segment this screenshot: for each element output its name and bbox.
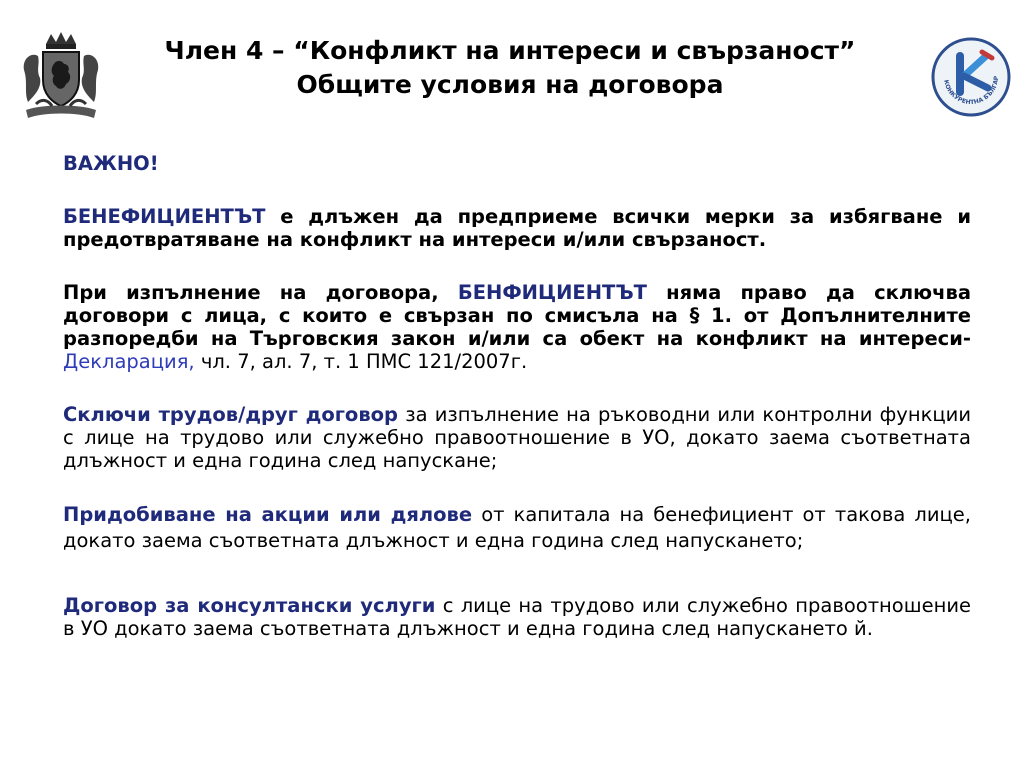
konkurentna-bulgaria-logo-icon <box>930 36 1012 118</box>
important-label: ВАЖНО! <box>63 152 159 175</box>
beneficiary-subject: БЕНЕФИЦИЕНТЪТ <box>63 205 266 228</box>
page-title <box>110 34 910 102</box>
labor-contract-heading: Сключи трудов/друг договор <box>63 403 399 426</box>
declaration-link[interactable]: Декларация, <box>63 350 195 373</box>
title-line-2: Общите условия на договора <box>296 70 724 99</box>
paragraph-labor-contract <box>63 403 971 472</box>
restriction-text: няма право да сключва договори с лица, с които е свързан по смисъла на § 1. от Допълнителните разпоредби на Търговския закон и/или са обект на конфликт на интереси- <box>63 281 972 350</box>
shares-heading: Придобиване на акции или дялове <box>63 503 473 526</box>
consulting-heading: Договор за консултански услуги <box>63 594 436 617</box>
paragraph-consulting <box>63 594 971 640</box>
labor-contract-text: за изпълнение на ръководни или контролни функции с лице на трудово или служебно правоотношение в УО, докато заема съответната длъжност и една година след напускане; <box>63 403 971 472</box>
restriction-subject: БЕНФИЦИЕНТЪТ <box>457 281 647 304</box>
shares-text: от капитала на бенефициент от такова лице, докато заема съответната длъжност и една година след напускането; <box>63 503 971 552</box>
restriction-intro: При изпълнение на договора, <box>63 281 458 304</box>
consulting-text: с лице на трудово или служебно правоотношение в УО докато заема съответната длъжност и една година след напускането й. <box>63 594 971 640</box>
restriction-reference: чл. 7, ал. 7, т. 1 ПМС 121/2007г. <box>194 350 528 373</box>
main-content <box>63 152 971 670</box>
logo-text: КОНКУРЕНТНА БЪЛГАР <box>942 75 1001 107</box>
paragraph-contract-restriction <box>63 281 971 373</box>
paragraph-shares <box>63 502 971 554</box>
paragraph-beneficiary-duty <box>63 205 971 251</box>
coat-of-arms-icon <box>18 30 104 122</box>
title-line-1: Член 4 – “Конфликт на интереси и свързаност” <box>164 36 856 65</box>
beneficiary-duty-text: е длъжен да предприеме всички мерки за избягване и предотвратяване на конфликт на интереси и/или свързаност. <box>63 205 971 251</box>
